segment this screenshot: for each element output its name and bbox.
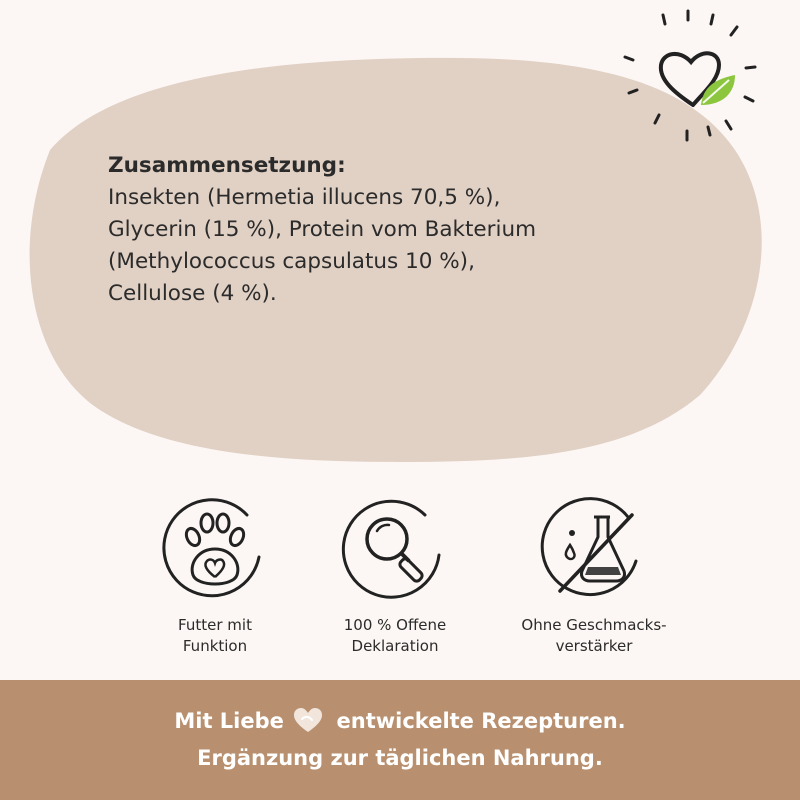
footer-line-2: Ergänzung zur täglichen Nahrung. (197, 746, 603, 770)
composition-heading: Zusammensetzung: (108, 153, 346, 178)
feature-functional-food (115, 495, 315, 657)
heart-leaf-icon (615, 5, 765, 155)
footer-banner (0, 680, 800, 800)
feature-row (0, 495, 800, 665)
feature-label: 100 % Offene Deklaration (343, 616, 447, 655)
magnifier-icon (339, 495, 451, 607)
footer-text-after: entwickelte Rezepturen. (336, 709, 626, 733)
paw-heart-icon (159, 495, 271, 607)
feature-label: Futter mit Funktion (178, 616, 252, 655)
feature-label: Ohne Geschmacks- verstärker (521, 616, 667, 655)
footer-text-before: Mit Liebe (174, 709, 284, 733)
composition-line: Cellulose (4 %). (108, 281, 277, 306)
footer-line-1 (0, 707, 800, 733)
composition-line: Glycerin (15 %), Protein vom Bakterium (108, 217, 537, 242)
no-flask-icon (538, 495, 650, 607)
composition-text (108, 150, 628, 310)
heart-icon (293, 707, 323, 733)
composition-line: (Methylococcus capsulatus 10 %), (108, 249, 475, 274)
composition-line: Insekten (Hermetia illucens 70,5 %), (108, 185, 501, 210)
feature-open-declaration (295, 495, 495, 657)
feature-no-flavor-enhancers (494, 495, 694, 657)
